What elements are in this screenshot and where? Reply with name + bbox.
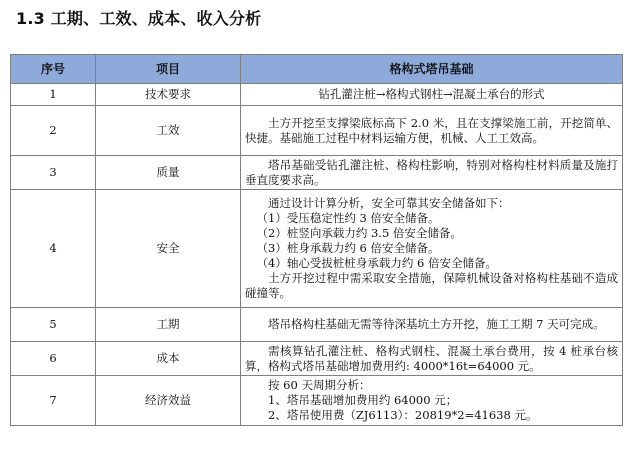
table-header-row [11,55,623,84]
content-line: 需核算钻孔灌注桩、格构式钢柱、混凝土承台费用，按 4 桩承台核算，格构式塔吊基础增加费用约: 4000*16t=64000 元。 [245,343,618,373]
section-heading: 1.3 工期、工效、成本、收入分析 [16,9,262,28]
row-item: 技术要求 [96,84,241,106]
content-line: 土方开挖过程中需采取安全措施，保障机械设备对格构柱基础不造成碰撞等。 [245,271,618,300]
header-content: 格构式塔吊基础 [241,55,623,84]
row-item: 质量 [96,156,241,190]
table-row [11,84,623,106]
row-content [241,156,623,190]
content-line: （1）受压稳定性约 3 倍安全储备。 [256,211,440,225]
content-line: 塔吊格构柱基础无需等待深基坑土方开挖，施工工期 7 天可完成。 [268,317,605,331]
content-line: 钻孔灌注桩→格构式钢柱→混凝土承台的形式 [318,87,545,101]
content-line: （3）桩身承载力约 6 倍安全储备。 [256,241,440,255]
content-line: （2）桩竖向承载力约 3.5 倍安全储备。 [256,226,462,240]
row-item: 安全 [96,190,241,308]
content-line: 按 60 天周期分析： [268,378,371,392]
row-content [241,376,623,426]
row-no: 5 [11,308,96,342]
row-content [241,84,623,106]
row-content [241,308,623,342]
table-row [11,342,623,376]
row-item: 工期 [96,308,241,342]
content-line: 塔吊基础受钻孔灌注桩、格构柱影响，特别对格构柱材料质量及施打垂直度要求高。 [245,157,618,187]
table-row [11,106,623,156]
row-no: 6 [11,342,96,376]
row-content [241,106,623,156]
table-row [11,190,623,308]
table-row [11,376,623,426]
table-row [11,308,623,342]
table-row [11,156,623,190]
header-no: 序号 [11,55,96,84]
content-line: 土方开挖至支撑梁底标高下 2.0 米，且在支撑梁施工前，开挖简单、快捷。基础施工过程中材料运输方便，机械、人工工效高。 [245,115,618,145]
row-content [241,342,623,376]
row-no: 2 [11,106,96,156]
row-no: 7 [11,376,96,426]
row-no: 4 [11,190,96,308]
row-item: 经济效益 [96,376,241,426]
analysis-table [10,54,623,426]
header-item: 项目 [96,55,241,84]
content-line: 通过设计计算分析，安全可靠其安全储备如下： [268,196,510,210]
row-no: 3 [11,156,96,190]
content-line: （4）轴心受拔桩桩身承载力约 6 倍安全储备。 [256,256,497,270]
content-line: 1、塔吊基础增加费用约 64000 元； [268,393,458,407]
row-item: 成本 [96,342,241,376]
row-item: 工效 [96,106,241,156]
row-no: 1 [11,84,96,106]
content-line: 2、塔吊使用费（ZJ6113）：20819*2=41638 元。 [268,408,538,422]
row-content [241,190,623,308]
